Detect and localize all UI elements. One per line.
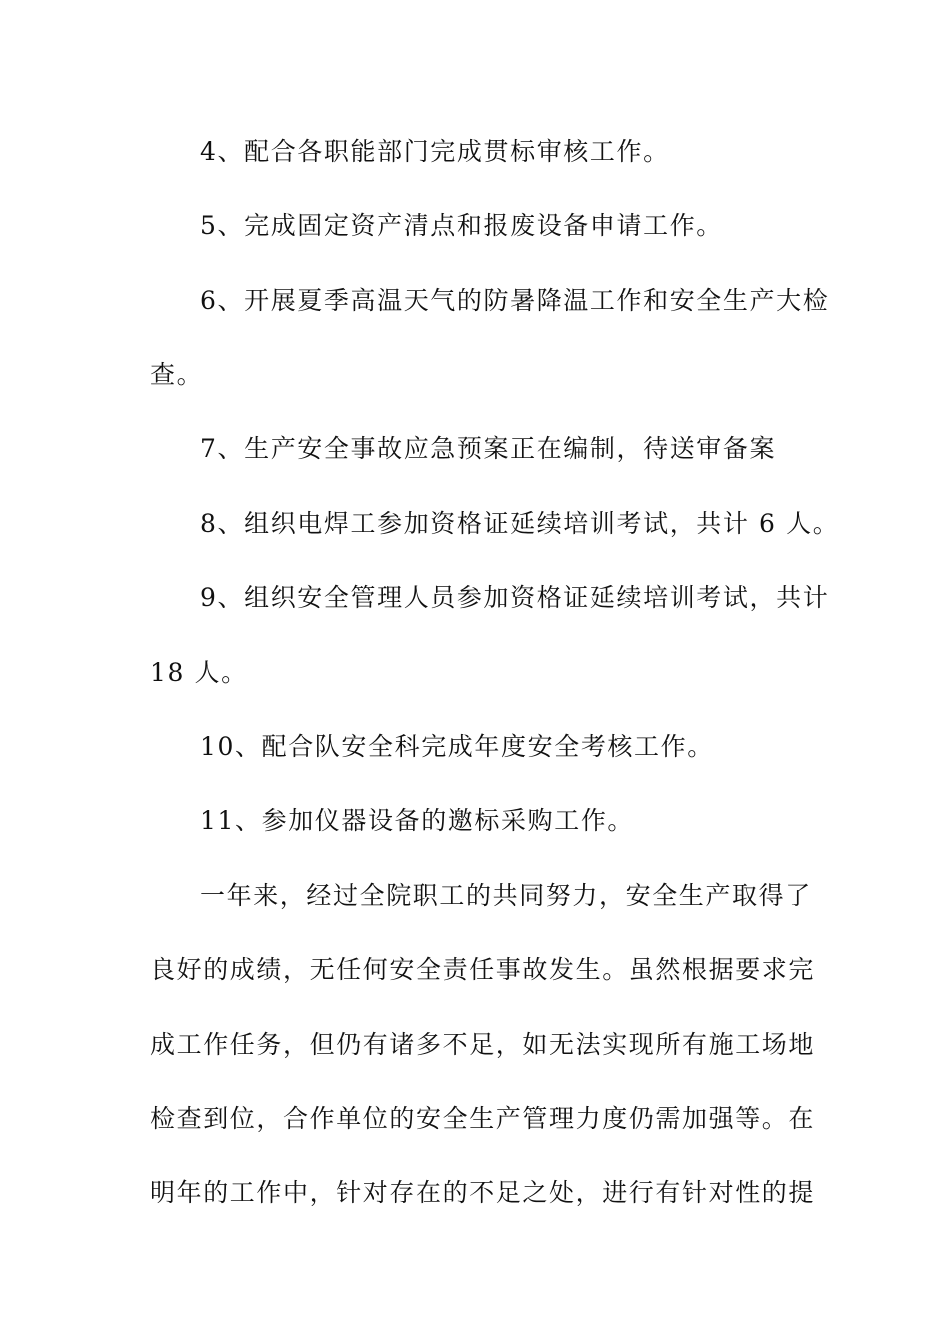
list-item-7: 7、生产安全事故应急预案正在编制，待送审备案 (200, 434, 777, 463)
list-item-9-continuation: 18 人。 (150, 658, 248, 687)
list-item-6: 6、开展夏季高温天气的防暑降温工作和安全生产大检 (200, 286, 830, 315)
list-item-6-continuation: 查。 (150, 360, 204, 389)
summary-paragraph-line-5: 明年的工作中，针对存在的不足之处，进行有针对性的提 (150, 1178, 816, 1207)
summary-paragraph-line-3: 成工作任务，但仍有诸多不足，如无法实现所有施工场地 (150, 1030, 816, 1059)
summary-paragraph-line-1: 一年来，经过全院职工的共同努力，安全生产取得了 (200, 881, 812, 910)
summary-paragraph-line-2: 良好的成绩，无任何安全责任事故发生。虽然根据要求完 (150, 955, 816, 984)
list-item-9: 9、组织安全管理人员参加资格证延续培训考试，共计 (200, 583, 830, 612)
list-item-10: 10、配合队安全科完成年度安全考核工作。 (200, 732, 714, 761)
list-item-8: 8、组织电焊工参加资格证延续培训考试，共计 6 人。 (200, 509, 840, 538)
summary-paragraph-line-4: 检查到位，合作单位的安全生产管理力度仍需加强等。在 (150, 1104, 816, 1133)
list-item-5: 5、完成固定资产清点和报废设备申请工作。 (200, 211, 723, 240)
list-item-4: 4、配合各职能部门完成贯标审核工作。 (200, 137, 670, 166)
list-item-11: 11、参加仪器设备的邀标采购工作。 (200, 806, 635, 835)
